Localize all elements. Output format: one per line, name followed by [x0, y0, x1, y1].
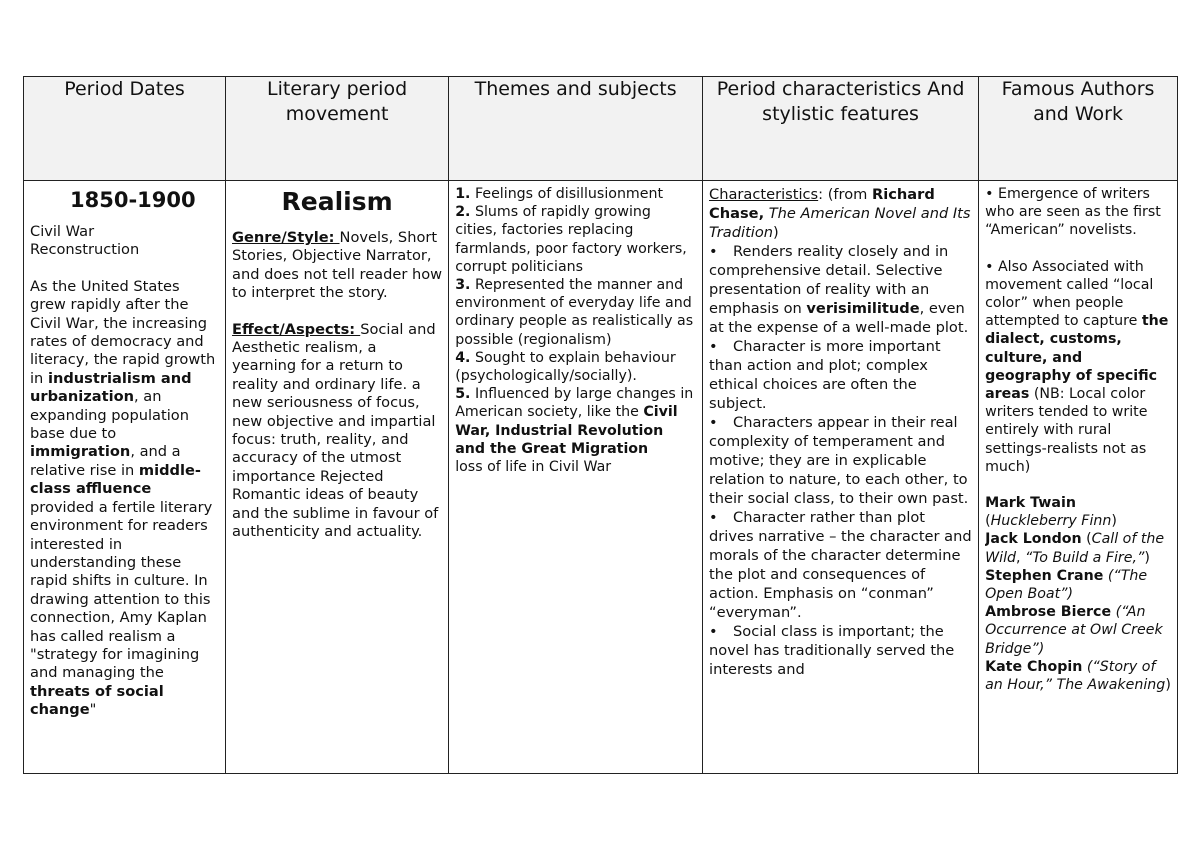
period-context-text: As the United States grew rapidly after the Civil War, the increasing rates of democracy and literacy, the rapid growth in industrialism and urbanization, an expanding population base due to immigration, and a relative rise in middle-class affluence provided a fertile literary environment for readers interested in understanding these rapid shifts in culture. In drawing attention to this connection, Amy Kaplan has called realism a "strategy for imagining and managing the threats of social change" [30, 277, 216, 719]
authors-note-1: • Emergence of writers who are seen as the first “American” novelists. [985, 186, 1161, 239]
header-themes: Themes and subjects [449, 77, 703, 181]
characteristic-bullet-1: • Renders reality closely and in comprehensive detail. Selective presentation of reality with an emphasis on verisimilitude, even at the expense of a well-made plot. [709, 243, 969, 336]
theme-item-5: 5. Influenced by large changes in American society, like the Civil War, Industrial Revolution and the Great Migration [455, 386, 694, 457]
theme-item-2: 2. Slums of rapidly growing cities, factories replacing farmlands, poor factory workers, corrupt politicians [455, 204, 687, 275]
author-jack-london: Jack London (Call of the Wild, “To Build a Fire,”) [985, 531, 1165, 566]
characteristic-bullet-5: • Social class is important; the novel has traditionally served the interests and [709, 623, 955, 678]
author-stephen-crane: Stephen Crane (“The Open Boat”) [985, 567, 1148, 603]
period-date: 1850-1900 [70, 188, 196, 212]
theme-item-1: 1. Feelings of disillusionment [455, 186, 664, 202]
literary-period-table [23, 76, 1178, 774]
characteristic-bullet-2: • Character is more important than action and plot; complex ethical choices are often the subject. [709, 338, 941, 412]
movement-cell [226, 181, 449, 774]
theme-item-5-tail: loss of life in Civil War [455, 459, 612, 476]
themes-cell [449, 181, 703, 774]
period-event-reconstruction: Reconstruction [30, 241, 140, 259]
movement-title: Realism [281, 187, 393, 216]
effect-aspects: Effect/Aspects: Social and Aesthetic realism, a yearning for a return to reality and ordinary life. a new seriousness of focus, new objective and impartial focus: truth, reality, and accuracy of the utmost importance Rejected Romantic ideas of beauty and the sublime in favour of authenticity and actuality. [232, 320, 439, 541]
author-ambrose-bierce: Ambrose Bierce (“An Occurrence at Owl Creek Bridge”) [985, 604, 1163, 657]
realism-row [24, 181, 1178, 774]
theme-item-4: 4. Sought to explain behaviour (psychologically/socially). [455, 349, 676, 385]
authors-note-2: • Also Associated with movement called “local color” when people attempted to capture the dialect, customs, culture, and geography of specific areas (NB: Local color writers tended to write entirely with rural settings-realists not as much) [985, 258, 1169, 475]
header-period-dates: Period Dates [24, 77, 226, 181]
authors-cell [979, 181, 1178, 774]
author-kate-chopin: Kate Chopin (“Story of an Hour,” The Awakening) [985, 658, 1171, 694]
characteristics-intro: Characteristics: (from Richard Chase, The American Novel and Its Tradition) [709, 186, 971, 241]
characteristic-bullet-4: • Character rather than plot drives narrative – the character and morals of the character determine the plot and consequences of action. Emphasis on “conman” “everyman”. [709, 509, 972, 621]
header-authors: Famous Authors and Work [979, 77, 1178, 181]
theme-item-3: 3. Represented the manner and environment of everyday life and ordinary people as realistically as possible (regionalism) [455, 277, 694, 348]
header-row [24, 77, 1178, 181]
characteristic-bullet-3: • Characters appear in their real complexity of temperament and motive; they are in explicable relation to nature, to each other, to their social class, to their own past. [709, 414, 969, 507]
header-literary-movement: Literary period movement [226, 77, 449, 181]
header-characteristics: Period characteristics And stylistic features [703, 77, 979, 181]
characteristics-cell [703, 181, 979, 774]
genre-style: Genre/Style: Novels, Short Stories, Objective Narrator, and does not tell reader how to interpret the story. [232, 229, 443, 302]
period-event-civil-war: Civil War [30, 223, 95, 240]
period-dates-cell [24, 181, 226, 774]
author-mark-twain: Mark Twain (Huckleberry Finn) [985, 495, 1117, 530]
